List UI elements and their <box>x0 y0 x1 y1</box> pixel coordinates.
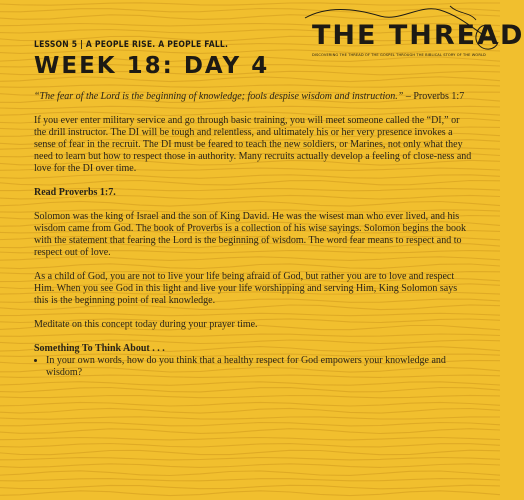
question-list <box>34 355 474 379</box>
paragraph-child-of-god: As a child of God, you are not to live your life being afraid of God, but rather you are to love and respect Him. When you see God in this light and live your life worshipping and serving Him, King Solomon says this is the beginning point of real knowledge. <box>34 271 458 306</box>
the-thread-logo <box>312 20 524 57</box>
page-title: WEEK 18: DAY 4 <box>34 53 270 79</box>
key-verse <box>34 91 474 103</box>
paragraph-intro: If you ever enter military service and go through basic training, you will meet someone called the “DI,” or the drill instructor. The DI will be tough and relentless, and ultimately his or her very presence invokes a sense of fear in the recruit. The DI must be feared to teach the new soldiers, or Marines, not only what they need to learn but how to respect those in authority. Many recruits actually develop a feeling of close-ness and love for the DI over time. <box>34 115 472 174</box>
devotional-body <box>34 91 474 379</box>
logo-tagline: DISCOVERING THE THREAD OF THE GOSPEL THROUGH THE BIBLICAL STORY OF THE WORLD <box>312 53 486 57</box>
verse-reference: – Proverbs 1:7 <box>403 91 465 102</box>
lesson-heading: LESSON 5 | A PEOPLE RISE. A PEOPLE FALL. <box>34 40 229 50</box>
verse-text: “The fear of the Lord is the beginning of knowledge; fools despise wisdom and instruction.” <box>34 91 404 102</box>
paragraph-meditate: Meditate on this concept today during your prayer time. <box>34 319 258 330</box>
paragraph-solomon: Solomon was the king of Israel and the son of King David. He was the wisest man who ever lived, and his wisdom came from God. The book of Proverbs is a collection of his wise sayings. Solomon begins the book with the statement that fearing the Lord is the beginning of wisdom. The word fear means to respect and to respect out of love. <box>34 211 466 258</box>
list-item: • In your own words, how do you think that a healthy respect for God empowers your knowledge and wisdom? <box>46 355 474 379</box>
read-heading: Read Proverbs 1:7. <box>34 187 116 198</box>
think-heading: Something To Think About . . . <box>34 343 165 354</box>
logo-title: THE THREAD <box>312 20 524 51</box>
